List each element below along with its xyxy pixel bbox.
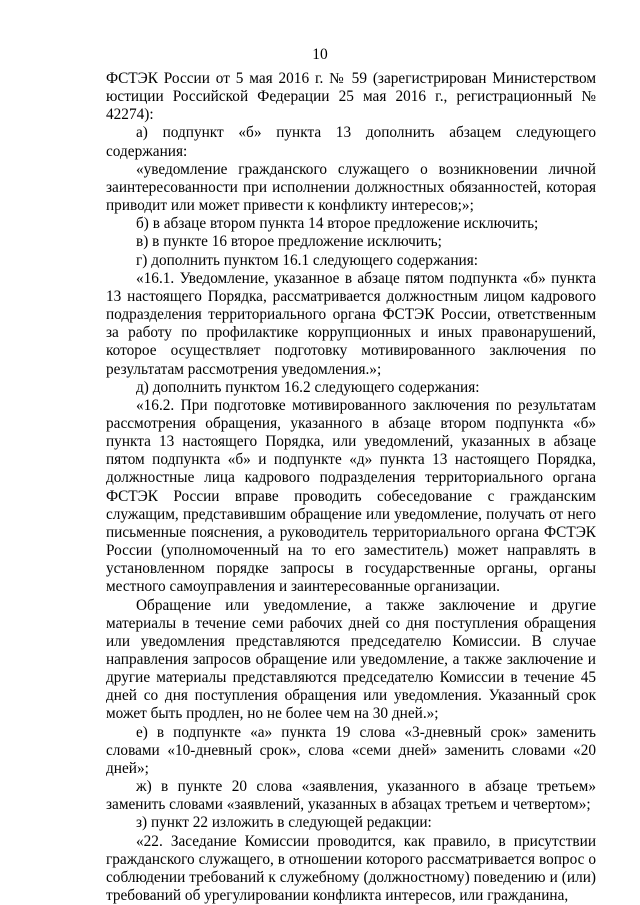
- paragraph-item-a: а) подпункт «б» пункта 13 дополнить абзацем следующего содержания:: [106, 124, 596, 160]
- page-number: 10: [312, 46, 328, 63]
- paragraph-item-b: б) в абзаце втором пункта 14 второе предложение исключить;: [136, 215, 539, 233]
- paragraph-clause-16-1: «16.1. Уведомление, указанное в абзаце пятом подпункта «б» пункта 13 настоящего Порядка, рассматривается должностным лицом кадрового подразделения территориального органа ФСТЭК России, ответственным за работу по профилактике коррупционных и иных правонарушений, которое осуществляет подготовку мотивированного заключения по результатам рассмотрения уведомления.»;: [106, 269, 596, 378]
- paragraph-clause-16-2: «16.2. При подготовке мотивированного заключения по результатам рассмотрения обращения, указанного в абзаце втором подпункта «б» пункта 13 настоящего Порядка, или уведомлений, указанных в абзаце пятом подпункта «б» и подпункте «д» пункта 13 настоящего Порядка, должностные лица кадрового подразделения территориального органа ФСТЭК России вправе проводить собеседование с гражданским служащим, представившим обращение или уведомление, получать от него письменные пояснения, а руководитель территориального органа ФСТЭК России (уполномоченный на то его заместитель) может направлять в установленном порядке запросы в государственные органы, органы местного самоуправления и заинтересованные организации.: [106, 396, 596, 596]
- paragraph-item-d: д) дополнить пунктом 16.2 следующего содержания:: [136, 378, 480, 396]
- paragraph-item-zh: ж) в пункте 20 слова «заявления, указанного в абзаце третьем» заменить словами «заявлений, указанных в абзацах третьем и четвертом»;: [106, 778, 596, 814]
- paragraph-item-v: в) в пункте 16 второе предложение исключить;: [136, 233, 442, 251]
- paragraph-item-g: г) дополнить пунктом 16.1 следующего содержания:: [136, 251, 478, 269]
- paragraph-quote-notification: «уведомление гражданского служащего о возникновении личной заинтересованности при исполнении должностных обязанностей, которая приводит или может привести к конфликту интересов;»;: [106, 160, 596, 215]
- paragraph-item-z: з) пункт 22 изложить в следующей редакции:: [136, 814, 432, 832]
- paragraph-clause-22: «22. Заседание Комиссии проводится, как правило, в присутствии гражданского служащего, в отношении которого рассматривается вопрос о соблюдении требований к служебному (должностному) поведению и (или) требований об урегулировании конфликта интересов, или гражданина,: [106, 832, 596, 905]
- paragraph-item-e: е) в подпункте «а» пункта 19 слова «3-дневный срок» заменить словами «10-дневный срок», слова «семи дней» заменить словами «20 дней»;: [106, 723, 596, 777]
- paragraph-clause-16-2-continued: Обращение или уведомление, а также заключение и другие материалы в течение семи рабочих дней со дня поступления обращения или уведомления представляются председателю Комиссии. В случае направления запросов обращение или уведомление, а также заключение и другие материалы представляются председателю Комиссии в течение 45 дней со дня поступления обращения или уведомления. Указанный срок может быть продлен, но не более чем на 30 дней.»;: [106, 596, 596, 723]
- paragraph-continuation: ФСТЭК России от 5 мая 2016 г. № 59 (зарегистрирован Министерством юстиции Российской Федерации 25 мая 2016 г., регистрационный № 42274):: [106, 70, 596, 124]
- document-body: [106, 70, 596, 905]
